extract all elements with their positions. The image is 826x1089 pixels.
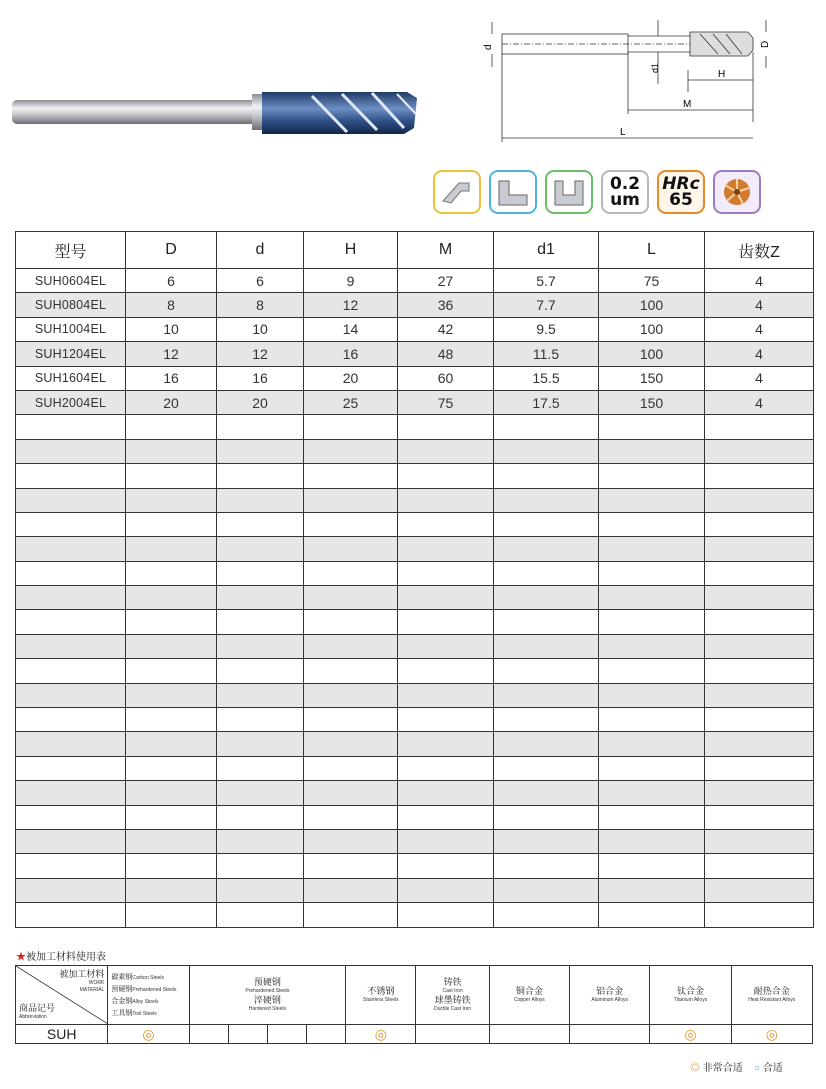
empty-cell xyxy=(599,634,705,658)
mark-pre2 xyxy=(228,1025,267,1044)
empty-table-row xyxy=(16,537,814,561)
empty-cell xyxy=(16,708,126,732)
empty-cell xyxy=(126,415,217,439)
mark-titanium: ◎ xyxy=(650,1025,731,1044)
empty-cell xyxy=(16,512,126,536)
empty-table-row xyxy=(16,464,814,488)
header-d: d xyxy=(217,232,304,269)
empty-cell xyxy=(398,903,494,927)
empty-cell xyxy=(126,634,217,658)
empty-cell xyxy=(494,732,599,756)
empty-table-row xyxy=(16,829,814,853)
corner-cell: 被加工材料 WORK MATERIAL 商品记号 Abbreviation xyxy=(16,966,108,1025)
empty-cell xyxy=(126,659,217,683)
empty-cell xyxy=(705,878,814,902)
empty-cell xyxy=(398,708,494,732)
empty-cell xyxy=(494,586,599,610)
empty-cell xyxy=(599,512,705,536)
mark-hard1 xyxy=(267,1025,306,1044)
empty-cell xyxy=(304,537,398,561)
empty-cell xyxy=(398,610,494,634)
table-row: SUH0804EL 8 8 12 36 7.7 100 4 xyxy=(16,293,814,317)
empty-cell xyxy=(126,878,217,902)
material-header-row xyxy=(16,966,813,1025)
empty-cell xyxy=(16,488,126,512)
empty-cell xyxy=(126,756,217,780)
dim-H-label: H xyxy=(718,69,726,80)
header-model: 型号 xyxy=(16,232,126,269)
empty-cell xyxy=(705,683,814,707)
empty-cell xyxy=(126,464,217,488)
castiron-cell: 铸铁 Cast Iron 球墨铸铁 Ductile Cast Iron xyxy=(416,966,489,1025)
empty-cell xyxy=(599,610,705,634)
empty-cell xyxy=(398,634,494,658)
empty-cell xyxy=(599,805,705,829)
empty-cell xyxy=(126,708,217,732)
empty-cell xyxy=(217,586,304,610)
empty-cell xyxy=(705,439,814,463)
empty-cell xyxy=(705,805,814,829)
mark-aluminum xyxy=(570,1025,650,1044)
empty-cell xyxy=(217,805,304,829)
empty-cell xyxy=(705,586,814,610)
empty-cell xyxy=(398,732,494,756)
empty-cell xyxy=(304,781,398,805)
table-row: SUH2004EL 20 20 25 75 17.5 150 4 xyxy=(16,390,814,414)
empty-cell xyxy=(16,805,126,829)
empty-table-row xyxy=(16,659,814,683)
header-H: H xyxy=(304,232,398,269)
empty-cell xyxy=(599,683,705,707)
empty-cell xyxy=(494,488,599,512)
dim-L-label: L xyxy=(620,127,626,138)
hardened-steels-cell: 预硬钢 Prehardened Steels 淬硬钢 Hardened Steels xyxy=(189,966,346,1025)
aluminum-cell: 铝合金 Aluminum Alloys xyxy=(570,966,650,1025)
empty-cell xyxy=(126,732,217,756)
empty-table-row xyxy=(16,683,814,707)
coating-icon xyxy=(713,170,761,214)
empty-cell xyxy=(599,488,705,512)
empty-cell xyxy=(16,903,126,927)
empty-cell xyxy=(16,878,126,902)
feature-icons xyxy=(433,170,761,218)
empty-cell xyxy=(126,561,217,585)
empty-cell xyxy=(126,781,217,805)
empty-cell xyxy=(398,805,494,829)
mark-pre1 xyxy=(189,1025,228,1044)
empty-cell xyxy=(126,512,217,536)
table-row: SUH1004EL 10 10 14 42 9.5 100 4 xyxy=(16,317,814,341)
empty-cell xyxy=(705,732,814,756)
slot-milling-icon xyxy=(545,170,593,214)
empty-cell xyxy=(599,659,705,683)
empty-cell xyxy=(16,439,126,463)
empty-cell xyxy=(126,829,217,853)
empty-cell xyxy=(304,829,398,853)
empty-cell xyxy=(16,732,126,756)
header-d1: d1 xyxy=(494,232,599,269)
row-code: SUH xyxy=(16,1025,108,1044)
empty-cell xyxy=(494,829,599,853)
empty-cell xyxy=(16,610,126,634)
empty-cell xyxy=(494,756,599,780)
empty-cell xyxy=(126,488,217,512)
empty-cell xyxy=(126,805,217,829)
empty-cell xyxy=(217,464,304,488)
empty-cell xyxy=(494,439,599,463)
empty-table-row xyxy=(16,781,814,805)
empty-table-row xyxy=(16,561,814,585)
empty-cell xyxy=(705,464,814,488)
empty-cell xyxy=(494,610,599,634)
empty-table-row xyxy=(16,415,814,439)
empty-cell xyxy=(599,903,705,927)
empty-cell xyxy=(16,756,126,780)
empty-table-row xyxy=(16,878,814,902)
empty-cell xyxy=(16,537,126,561)
table-row: SUH1204EL 12 12 16 48 11.5 100 4 xyxy=(16,342,814,366)
empty-cell xyxy=(304,610,398,634)
empty-table-row xyxy=(16,732,814,756)
empty-cell xyxy=(304,415,398,439)
empty-cell xyxy=(599,586,705,610)
empty-cell xyxy=(494,854,599,878)
empty-cell xyxy=(304,488,398,512)
empty-cell xyxy=(217,708,304,732)
empty-cell xyxy=(304,708,398,732)
empty-cell xyxy=(16,586,126,610)
mark-stainless: ◎ xyxy=(346,1025,416,1044)
empty-cell xyxy=(217,561,304,585)
mark-general: ◎ xyxy=(108,1025,189,1044)
very-suitable-icon: ◎ xyxy=(690,1063,700,1074)
empty-cell xyxy=(126,683,217,707)
empty-cell xyxy=(304,854,398,878)
empty-cell xyxy=(304,561,398,585)
empty-cell xyxy=(599,708,705,732)
header-L: L xyxy=(599,232,705,269)
empty-cell xyxy=(599,439,705,463)
empty-cell xyxy=(217,903,304,927)
empty-cell xyxy=(398,488,494,512)
empty-table-row xyxy=(16,512,814,536)
empty-cell xyxy=(16,415,126,439)
empty-cell xyxy=(705,708,814,732)
empty-cell xyxy=(126,439,217,463)
empty-cell xyxy=(304,634,398,658)
empty-cell xyxy=(494,903,599,927)
star-icon: ★ xyxy=(16,952,26,963)
empty-cell xyxy=(705,512,814,536)
empty-cell xyxy=(398,781,494,805)
empty-cell xyxy=(398,537,494,561)
side-milling-icon xyxy=(489,170,537,214)
empty-cell xyxy=(304,805,398,829)
empty-cell xyxy=(126,610,217,634)
empty-cell xyxy=(599,781,705,805)
hardness-icon: HRc 65 xyxy=(657,170,705,214)
header-teeth: 齿数Z xyxy=(705,232,814,269)
empty-cell xyxy=(304,732,398,756)
table-row: SUH0604EL 6 6 9 27 5.7 75 4 xyxy=(16,269,814,293)
empty-cell xyxy=(599,878,705,902)
empty-cell xyxy=(398,464,494,488)
empty-cell xyxy=(705,854,814,878)
header-D: D xyxy=(126,232,217,269)
empty-cell xyxy=(599,829,705,853)
empty-cell xyxy=(217,415,304,439)
empty-cell xyxy=(126,537,217,561)
empty-cell xyxy=(217,488,304,512)
dim-d-label: d xyxy=(483,44,494,50)
empty-cell xyxy=(494,683,599,707)
empty-cell xyxy=(217,439,304,463)
empty-cell xyxy=(217,854,304,878)
empty-cell xyxy=(494,878,599,902)
empty-cell xyxy=(217,634,304,658)
empty-cell xyxy=(494,708,599,732)
empty-cell xyxy=(494,634,599,658)
empty-cell xyxy=(705,634,814,658)
empty-cell xyxy=(599,732,705,756)
empty-table-row xyxy=(16,903,814,927)
copper-cell: 铜合金 Copper Alloys xyxy=(489,966,569,1025)
empty-table-row xyxy=(16,854,814,878)
empty-cell xyxy=(16,781,126,805)
chamfer-profile-icon xyxy=(433,170,481,214)
empty-cell xyxy=(705,415,814,439)
heatres-cell: 耐热合金 Heat Resistant Alloys xyxy=(731,966,812,1025)
empty-cell xyxy=(599,537,705,561)
empty-cell xyxy=(126,586,217,610)
empty-cell xyxy=(705,903,814,927)
empty-cell xyxy=(599,561,705,585)
empty-cell xyxy=(217,610,304,634)
empty-cell xyxy=(16,683,126,707)
empty-cell xyxy=(217,829,304,853)
empty-cell xyxy=(217,537,304,561)
empty-cell xyxy=(304,464,398,488)
mark-hard2 xyxy=(307,1025,346,1044)
empty-cell xyxy=(705,781,814,805)
empty-cell xyxy=(398,415,494,439)
mark-heatres: ◎ xyxy=(731,1025,812,1044)
empty-cell xyxy=(217,781,304,805)
empty-cell xyxy=(599,464,705,488)
empty-cell xyxy=(398,878,494,902)
empty-cell xyxy=(217,512,304,536)
empty-table-row xyxy=(16,708,814,732)
spec-table xyxy=(15,231,814,928)
empty-table-row xyxy=(16,586,814,610)
empty-table-row xyxy=(16,756,814,780)
empty-cell xyxy=(217,732,304,756)
legend xyxy=(690,1059,783,1074)
empty-cell xyxy=(217,659,304,683)
empty-cell xyxy=(705,561,814,585)
empty-table-row xyxy=(16,488,814,512)
empty-cell xyxy=(599,756,705,780)
spec-header-row xyxy=(16,232,814,269)
empty-cell xyxy=(398,829,494,853)
empty-cell xyxy=(16,659,126,683)
titanium-cell: 钛合金 Titanium Alloys xyxy=(650,966,731,1025)
empty-cell xyxy=(304,586,398,610)
empty-cell xyxy=(126,854,217,878)
empty-cell xyxy=(494,805,599,829)
empty-cell xyxy=(304,903,398,927)
empty-cell xyxy=(705,829,814,853)
empty-cell xyxy=(705,610,814,634)
empty-cell xyxy=(304,512,398,536)
empty-cell xyxy=(217,756,304,780)
table-row: SUH1604EL 16 16 20 60 15.5 150 4 xyxy=(16,366,814,390)
empty-cell xyxy=(398,561,494,585)
empty-table-row xyxy=(16,634,814,658)
empty-cell xyxy=(705,659,814,683)
empty-cell xyxy=(217,683,304,707)
dim-D-label: D xyxy=(760,40,771,48)
dimension-drawing xyxy=(478,12,778,152)
empty-cell xyxy=(304,756,398,780)
empty-table-row xyxy=(16,805,814,829)
empty-cell xyxy=(494,537,599,561)
header-M: M xyxy=(398,232,494,269)
empty-cell xyxy=(599,415,705,439)
empty-cell xyxy=(398,586,494,610)
suitable-icon: ○ xyxy=(753,1063,760,1074)
empty-cell xyxy=(126,903,217,927)
empty-cell xyxy=(398,439,494,463)
empty-cell xyxy=(304,659,398,683)
empty-cell xyxy=(398,659,494,683)
very-suitable-label: 非常合适 xyxy=(702,1063,743,1074)
general-steels-cell: 碳素钢Carbon Steels 预硬钢Prehardened Steels 合金钢Alloy Steels 工具钢Tool Steels xyxy=(108,966,189,1025)
material-table xyxy=(15,965,813,1044)
empty-cell xyxy=(705,537,814,561)
empty-cell xyxy=(705,756,814,780)
empty-cell xyxy=(494,781,599,805)
empty-cell xyxy=(398,854,494,878)
empty-cell xyxy=(398,683,494,707)
empty-cell xyxy=(16,634,126,658)
empty-cell xyxy=(16,561,126,585)
empty-cell xyxy=(494,512,599,536)
empty-cell xyxy=(16,829,126,853)
empty-cell xyxy=(304,683,398,707)
empty-cell xyxy=(217,878,304,902)
empty-cell xyxy=(304,439,398,463)
empty-cell xyxy=(705,488,814,512)
empty-cell xyxy=(16,854,126,878)
empty-cell xyxy=(398,756,494,780)
dim-M-label: M xyxy=(683,99,692,110)
mark-castiron xyxy=(416,1025,489,1044)
empty-cell xyxy=(16,464,126,488)
empty-cell xyxy=(304,878,398,902)
material-title: ★被加工材料使用表 xyxy=(16,952,106,963)
dim-d1-label: d1 xyxy=(650,62,660,73)
empty-table-row xyxy=(16,439,814,463)
stainless-cell: 不锈钢 Stainless Steels xyxy=(346,966,416,1025)
empty-cell xyxy=(494,561,599,585)
empty-rows xyxy=(16,415,814,927)
surface-finish-icon: 0.2 um xyxy=(601,170,649,214)
end-mill-photo xyxy=(12,88,422,138)
empty-cell xyxy=(398,512,494,536)
empty-table-row xyxy=(16,610,814,634)
empty-cell xyxy=(494,464,599,488)
empty-cell xyxy=(494,415,599,439)
mark-copper xyxy=(489,1025,569,1044)
empty-cell xyxy=(599,854,705,878)
empty-cell xyxy=(494,659,599,683)
suitable-label: 合适 xyxy=(762,1063,783,1074)
material-row-suh xyxy=(16,1025,813,1044)
